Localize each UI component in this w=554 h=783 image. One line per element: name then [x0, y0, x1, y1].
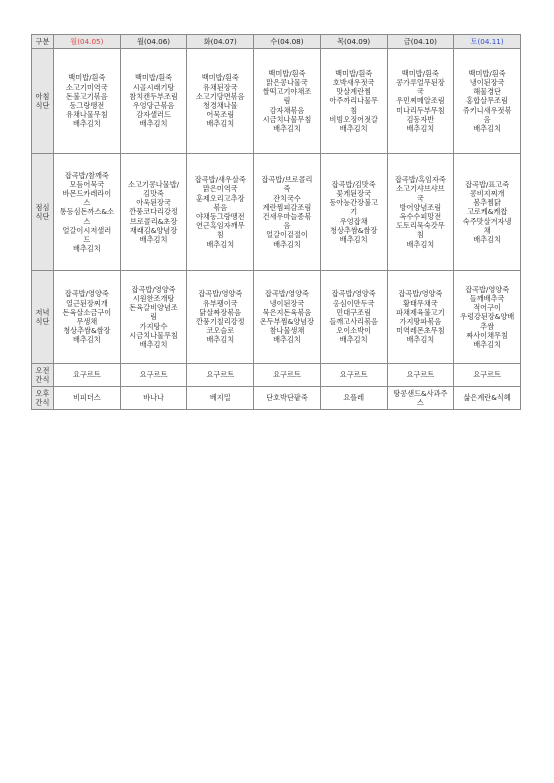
meal-label: [32, 49, 54, 154]
day-header: 화(04.07): [187, 35, 254, 49]
menu-item: 김동자반: [406, 114, 435, 124]
menu-item: 연근흑임자깨무: [195, 221, 245, 231]
menu-item: 요구르트: [339, 370, 368, 380]
menu-item: 홍합살무조림: [466, 96, 508, 106]
menu-item: 동그랑땡전: [69, 101, 105, 110]
menu-item: 소고기당면볶음: [195, 91, 245, 101]
menu-item: 삶은계란&식혜: [463, 393, 511, 403]
menu-item: 배추김치: [72, 244, 101, 254]
menu-cell: [120, 387, 187, 410]
menu-item: 음: [483, 114, 491, 124]
menu-item: 소고기콩나물밥/: [128, 179, 180, 189]
menu-item: 배추김치: [273, 335, 301, 345]
menu-item: 배추김치: [473, 340, 501, 349]
menu-item: 호박새우젓국: [332, 77, 375, 87]
menu-item: 돈불고기볶음: [66, 91, 108, 101]
menu-item: 잡곡밥/영양죽: [331, 289, 376, 299]
menu-cell: [254, 271, 321, 364]
menu-cell: [320, 364, 387, 387]
menu-item: 봄추찜닭: [473, 198, 501, 208]
menu-item: 죽: [283, 184, 291, 194]
menu-item: 유부팽이국: [202, 298, 238, 308]
menu-item: 해물경단: [473, 87, 501, 97]
menu-item: 잡곡밥/흑임자죽: [394, 175, 446, 185]
menu-item: 계란찜피감조림: [262, 202, 312, 212]
menu-item: 배추김치: [273, 124, 301, 133]
menu-item: 땅콩샌드&사과주: [393, 388, 448, 398]
menu-cell: [320, 387, 387, 410]
menu-item: 잡곡밥/새우살죽: [194, 175, 246, 185]
menu-item: 잡곡밥/김맛죽: [331, 179, 376, 189]
meal-label-line: 오후: [35, 388, 50, 398]
menu-item: 요구르트: [72, 370, 101, 380]
breakfast-row: [32, 49, 521, 154]
menu-item: 소고기샤브샤브: [396, 184, 445, 194]
menu-item: 맑은미역국: [202, 184, 238, 194]
menu-item: 옹심이만두국: [332, 298, 375, 308]
weekly-meal-table: [31, 34, 521, 410]
menu-item: 도토리묵숙갓무: [396, 221, 445, 231]
menu-item: 배추김치: [339, 235, 368, 244]
menu-item: 백미밥/흰죽: [335, 68, 373, 78]
menu-item: 아주까리나물무: [329, 96, 378, 106]
menu-item: 배추김치: [72, 335, 101, 345]
meal-label-line: 간식: [35, 398, 50, 407]
menu-item: 국: [416, 193, 424, 203]
menu-cell: [320, 271, 387, 364]
menu-item: 시금치나물무침: [129, 330, 178, 340]
morning-snack-row: [32, 364, 521, 387]
menu-item: 요구르트: [206, 370, 235, 380]
menu-item: 온두부찜&양념장: [259, 317, 315, 326]
menu-cell: [187, 49, 254, 154]
menu-item: 우엉잡채: [339, 216, 368, 226]
menu-item: 무생채: [76, 317, 98, 326]
menu-item: 들깨배추국: [469, 293, 505, 303]
menu-cell: [54, 154, 121, 271]
meal-label-line: 저녁: [35, 307, 50, 317]
meal-label: [32, 154, 54, 271]
menu-item: 쥬키니새우젓볶: [462, 105, 512, 115]
meal-label-line: 오전: [35, 365, 50, 375]
menu-item: 김맛죽: [143, 188, 164, 198]
menu-item: 재래김&양념장: [129, 225, 178, 235]
menu-item: 들깨고사리볶음: [329, 317, 378, 326]
menu-item: 파채제육불고기: [396, 307, 445, 317]
menu-item: 침: [416, 230, 424, 240]
menu-cell: [254, 49, 321, 154]
menu-item: 국: [416, 87, 424, 97]
afternoon-snack-row: [32, 387, 521, 410]
meal-label-line: 식단: [35, 212, 50, 221]
menu-item: 감자샐러드: [136, 110, 171, 120]
menu-item: 요구르트: [139, 370, 168, 380]
lunch-row: [32, 154, 521, 271]
menu-item: 배추김치: [406, 335, 435, 345]
menu-item: 침: [350, 105, 358, 115]
menu-item: 깐풍기칠리강정: [195, 317, 245, 326]
menu-item: 배추김치: [406, 239, 435, 249]
menu-item: 동아능간장불고: [329, 198, 378, 208]
menu-item: 시원한조개탕: [132, 293, 175, 303]
menu-cell: [54, 49, 121, 154]
dinner-row: [32, 271, 521, 364]
menu-item: 백미밥/흰죽: [268, 68, 306, 78]
menu-item: 비빔오징어젓갈: [329, 114, 378, 124]
menu-item: 잡곡밥/영양죽: [264, 289, 309, 299]
menu-item: 콩가루얼무된장: [396, 77, 445, 87]
menu-item: 감자채볶음: [269, 105, 305, 115]
menu-item: 닭살짜장볶음: [199, 307, 242, 317]
menu-item: 맛살계란찜: [336, 87, 372, 97]
menu-item: 열근된장찌개: [66, 298, 108, 308]
menu-item: 민대구조림: [336, 307, 372, 317]
menu-cell: [187, 154, 254, 271]
menu-item: 통등심돈까스&소: [59, 207, 114, 217]
menu-cell: [387, 154, 454, 271]
menu-item: 잔치국수: [273, 193, 301, 203]
day-header: 월(04.05): [54, 35, 121, 49]
menu-item: 채: [483, 225, 491, 235]
menu-item: 묵은지돈육볶음: [262, 307, 312, 317]
menu-item: 볶음: [213, 202, 228, 212]
meal-label: [32, 364, 54, 387]
menu-item: 냉이된장국: [269, 298, 305, 308]
menu-cell: [454, 154, 521, 271]
menu-item: 백미밥/흰죽: [401, 68, 439, 78]
menu-cell: [187, 387, 254, 410]
menu-item: 배추김치: [206, 119, 235, 129]
menu-item: 냉이된장국: [469, 77, 505, 87]
menu-cell: [120, 364, 187, 387]
menu-item: 배추김치: [339, 124, 368, 133]
menu-item: 잡곡밥/브로콜리: [261, 175, 313, 185]
menu-cell: [454, 364, 521, 387]
menu-item: 아욱된장국: [136, 198, 171, 208]
menu-item: 얼갈이시저샐러: [62, 225, 112, 235]
day-header: 목(04.09): [320, 35, 387, 49]
header-row: [32, 35, 521, 49]
menu-item: 백미밥/흰죽: [201, 73, 239, 83]
menu-item: 오이소박이: [336, 326, 372, 336]
menu-item: 배추김치: [406, 124, 435, 133]
menu-cell: [387, 364, 454, 387]
menu-item: 침: [216, 230, 224, 240]
menu-item: 참나물생채: [269, 326, 305, 336]
menu-item: 모듬어묵국: [69, 179, 105, 189]
menu-item: 배추김치: [339, 335, 368, 345]
corner-header: 구분: [32, 35, 54, 49]
menu-cell: [187, 364, 254, 387]
menu-item: 잡곡밥/영양죽: [198, 289, 243, 299]
menu-item: 요구르트: [473, 370, 501, 380]
menu-item: 시골시래기탕: [132, 82, 175, 92]
menu-item: 림: [150, 312, 158, 322]
menu-item: 음: [283, 221, 291, 231]
menu-cell: [387, 387, 454, 410]
menu-cell: [454, 271, 521, 364]
menu-item: 유채된장국: [202, 82, 238, 92]
menu-item: 베지밀: [209, 393, 231, 403]
menu-item: 방어양념조림: [399, 202, 442, 212]
menu-item: 요플레: [343, 393, 365, 403]
menu-item: 콩비지찌개: [469, 188, 505, 198]
menu-item: 맑은콩나물국: [266, 77, 308, 87]
day-header: 월(04.06): [120, 35, 187, 49]
menu-item: 가지땅파볶음: [399, 317, 442, 326]
menu-cell: [54, 387, 121, 410]
menu-item: 잡곡밥/참깨죽: [64, 170, 109, 180]
menu-item: 미나리두부무침: [396, 105, 445, 115]
menu-cell: [54, 271, 121, 364]
meal-label-line: 식단: [35, 317, 50, 326]
menu-item: 청상추쌈&쌈장: [330, 225, 378, 235]
menu-item: 청상추쌈&쌈장: [63, 326, 111, 336]
menu-item: 우민찌메알조림: [396, 96, 445, 106]
menu-item: 백미밥/흰죽: [134, 73, 173, 83]
menu-item: 훈제오리고추장: [195, 193, 245, 203]
menu-cell: [120, 154, 187, 271]
menu-item: 림: [283, 96, 291, 106]
menu-item: 옥수수피망전: [399, 212, 442, 221]
menu-item: 적어구이: [473, 303, 501, 313]
menu-item: 배추김치: [139, 119, 168, 129]
menu-item: 참치캔두부조림: [129, 91, 178, 101]
menu-cell: [254, 387, 321, 410]
menu-item: 배추김치: [206, 335, 235, 345]
menu-item: 비피더스: [72, 393, 101, 403]
menu-item: 가지탕수: [139, 321, 168, 331]
day-header: 수(04.08): [254, 35, 321, 49]
menu-item: 바몬드카레라이: [62, 188, 112, 198]
menu-item: 소고기미역국: [66, 82, 108, 92]
menu-item: 잡곡밥/영양죽: [131, 284, 176, 294]
menu-item: 기: [350, 207, 358, 217]
menu-item: 잡곡밥/영양죽: [64, 289, 109, 299]
menu-item: 스: [83, 198, 91, 208]
meal-label: [32, 271, 54, 364]
menu-item: 드: [83, 235, 91, 244]
menu-cell: [454, 387, 521, 410]
menu-item: 백미밥/흰죽: [468, 68, 506, 78]
menu-item: 스: [83, 216, 91, 226]
menu-cell: [387, 271, 454, 364]
menu-item: 잡곡밥/표고죽: [465, 179, 510, 189]
menu-item: 우렁강된장&양배: [460, 312, 515, 322]
menu-item: 얼갈이겉절이: [266, 230, 308, 240]
menu-item: 배추김치: [139, 235, 168, 244]
menu-item: 고로케&케찹: [466, 207, 508, 217]
meal-label-line: 아침: [35, 91, 50, 101]
menu-cell: [120, 49, 187, 154]
menu-item: 잡곡밥/영양죽: [398, 289, 443, 299]
menu-item: 어묵조림: [206, 110, 235, 120]
menu-cell: [187, 271, 254, 364]
menu-item: 숙주맛살겨자냉: [462, 216, 512, 226]
menu-item: 요구르트: [406, 370, 435, 380]
menu-cell: [387, 49, 454, 154]
menu-item: 청경채나물: [202, 101, 238, 110]
menu-item: 황태무채국: [403, 298, 438, 308]
menu-item: 꽃게된장국: [336, 188, 372, 198]
menu-item: 쌀떡고기야채조: [262, 87, 312, 97]
menu-item: 배추김치: [139, 340, 168, 349]
menu-item: 배추김치: [206, 239, 235, 249]
menu-item: 배추김치: [273, 239, 301, 249]
menu-item: 추쌈: [480, 321, 495, 331]
menu-item: 백미밥/흰죽: [68, 73, 106, 83]
menu-item: 요구르트: [273, 370, 301, 380]
menu-item: 배추김치: [72, 119, 101, 129]
menu-cell: [120, 271, 187, 364]
menu-item: 건새우마늘종볶: [262, 212, 312, 221]
meal-label: [32, 387, 54, 410]
menu-item: 유채나물무침: [66, 110, 108, 120]
menu-item: 코오슬로: [206, 326, 235, 336]
menu-cell: [320, 154, 387, 271]
menu-item: 단호박단팥죽: [266, 393, 308, 403]
menu-item: 돈육갈비양념조: [129, 303, 178, 313]
day-header: 토(04.11): [454, 35, 521, 49]
menu-cell: [254, 154, 321, 271]
meal-label-line: 간식: [35, 375, 50, 384]
menu-item: 짜사이채무침: [466, 330, 508, 340]
day-header: 금(04.10): [387, 35, 454, 49]
menu-cell: [454, 49, 521, 154]
menu-item: 우엉당근볶음: [132, 101, 175, 110]
menu-item: 깐풍코다리강정: [129, 207, 178, 217]
meal-label-line: 식단: [35, 101, 50, 110]
menu-item: 잡곡밥/영양죽: [465, 284, 510, 294]
menu-item: 배추김치: [473, 235, 501, 244]
menu-item: 시금치나물무침: [262, 114, 312, 124]
menu-cell: [54, 364, 121, 387]
menu-cell: [320, 49, 387, 154]
menu-item: 스: [416, 398, 424, 407]
menu-item: 바나나: [143, 393, 164, 403]
menu-item: 야채동그랑땡전: [195, 212, 245, 221]
menu-item: 배추김치: [473, 124, 501, 133]
menu-cell: [254, 364, 321, 387]
menu-item: 미역레몬초무침: [396, 326, 445, 336]
meal-label-line: 점심: [35, 202, 50, 212]
menu-item: 브로콜리&초장: [129, 216, 178, 226]
menu-item: 돈육살소금구이: [62, 307, 112, 317]
